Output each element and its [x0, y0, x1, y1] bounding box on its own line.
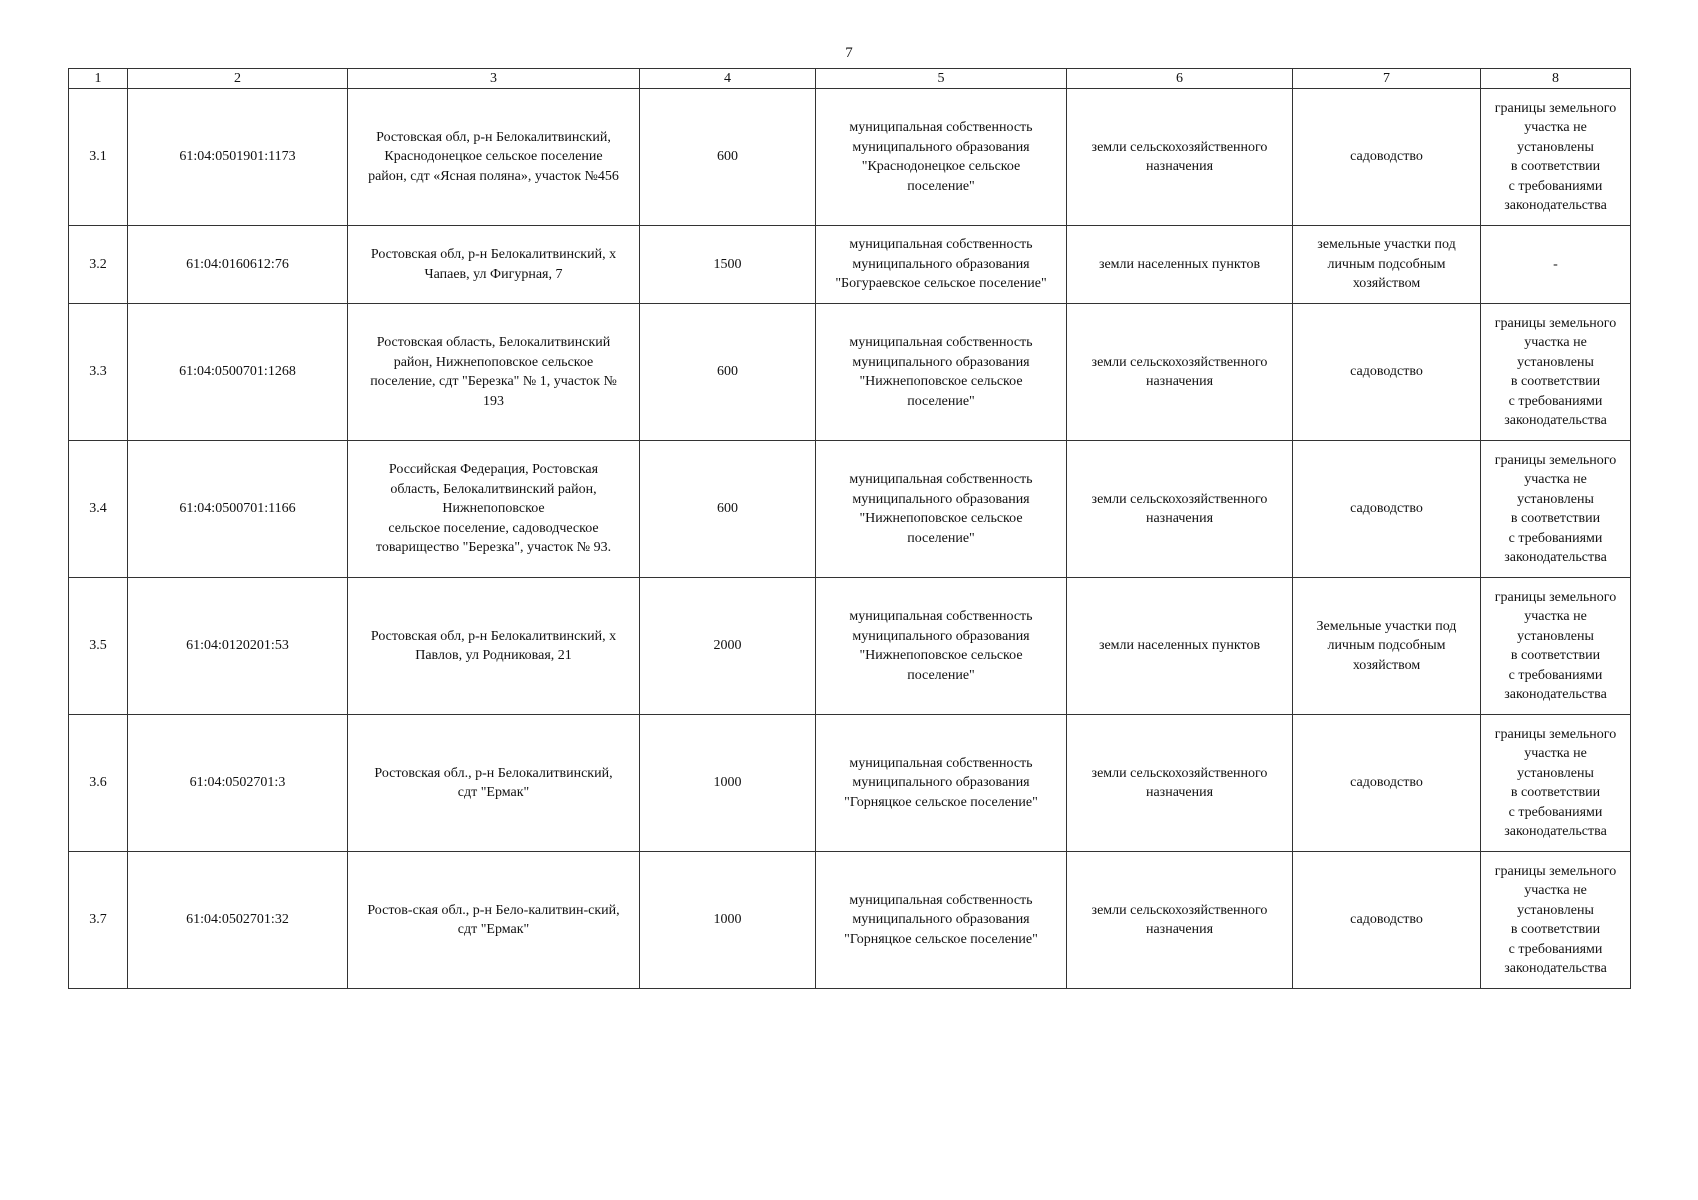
- column-number: 3: [348, 69, 640, 89]
- land-category: земли населенных пунктов: [1067, 226, 1293, 304]
- table-row: [69, 441, 1631, 578]
- table-row: [69, 304, 1631, 441]
- table-row: [69, 715, 1631, 852]
- row-number: 3.2: [69, 226, 128, 304]
- row-number: 3.1: [69, 89, 128, 226]
- land-category: земли сельскохозяйственного назначения: [1067, 715, 1293, 852]
- plot-address: Ростовская обл, р-н Белокалитвинский, Краснодонецкое сельское поселение район, сдт «Ясная поляна», участок №456: [348, 89, 640, 226]
- boundary-status: границы земельного участка не установлены в соответствии с требованиями законодательства: [1481, 304, 1631, 441]
- land-category: земли сельскохозяйственного назначения: [1067, 441, 1293, 578]
- column-number: 7: [1293, 69, 1481, 89]
- row-number: 3.5: [69, 578, 128, 715]
- page-number: 7: [845, 45, 853, 61]
- plot-area: 600: [640, 89, 816, 226]
- ownership-type: муниципальная собственность муниципального образования "Нижнепоповское сельское поселение": [816, 441, 1067, 578]
- land-category: земли сельскохозяйственного назначения: [1067, 89, 1293, 226]
- boundary-status: -: [1481, 226, 1631, 304]
- row-number: 3.3: [69, 304, 128, 441]
- plot-area: 1000: [640, 715, 816, 852]
- plot-area: 2000: [640, 578, 816, 715]
- boundary-status: границы земельного участка не установлены в соответствии с требованиями законодательства: [1481, 578, 1631, 715]
- boundary-status: границы земельного участка не установлены в соответствии с требованиями законодательства: [1481, 852, 1631, 989]
- plot-area: 1500: [640, 226, 816, 304]
- column-number: 4: [640, 69, 816, 89]
- table-row: [69, 226, 1631, 304]
- plot-address: Российская Федерация, Ростовская область, Белокалитвинский район, Нижнепоповское сельское поселение, садоводческое товарищество "Березка", участок № 93.: [348, 441, 640, 578]
- cadastral-number: 61:04:0502701:32: [128, 852, 348, 989]
- cadastral-number: 61:04:0500701:1166: [128, 441, 348, 578]
- row-number: 3.7: [69, 852, 128, 989]
- ownership-type: муниципальная собственность муниципального образования "Богураевское сельское поселение": [816, 226, 1067, 304]
- land-category: земли населенных пунктов: [1067, 578, 1293, 715]
- row-number: 3.6: [69, 715, 128, 852]
- ownership-type: муниципальная собственность муниципального образования "Нижнепоповское сельское поселение": [816, 578, 1067, 715]
- cadastral-number: 61:04:0501901:1173: [128, 89, 348, 226]
- permitted-use: садоводство: [1293, 304, 1481, 441]
- boundary-status: границы земельного участка не установлены в соответствии с требованиями законодательства: [1481, 441, 1631, 578]
- plot-area: 1000: [640, 852, 816, 989]
- plot-area: 600: [640, 441, 816, 578]
- cadastral-number: 61:04:0120201:53: [128, 578, 348, 715]
- column-number: 6: [1067, 69, 1293, 89]
- ownership-type: муниципальная собственность муниципального образования "Горняцкое сельское поселение": [816, 715, 1067, 852]
- plot-area: 600: [640, 304, 816, 441]
- land-category: земли сельскохозяйственного назначения: [1067, 304, 1293, 441]
- cadastral-number: 61:04:0160612:76: [128, 226, 348, 304]
- plot-address: Ростовская обл, р-н Белокалитвинский, х Чапаев, ул Фигурная, 7: [348, 226, 640, 304]
- column-number-row: [69, 69, 1631, 89]
- table-row: [69, 578, 1631, 715]
- ownership-type: муниципальная собственность муниципального образования "Нижнепоповское сельское поселение": [816, 304, 1067, 441]
- column-number: 1: [69, 69, 128, 89]
- permitted-use: Земельные участки под личным подсобным хозяйством: [1293, 578, 1481, 715]
- permitted-use: земельные участки под личным подсобным хозяйством: [1293, 226, 1481, 304]
- boundary-status: границы земельного участка не установлены в соответствии с требованиями законодательства: [1481, 89, 1631, 226]
- column-number: 5: [816, 69, 1067, 89]
- cadastral-number: 61:04:0502701:3: [128, 715, 348, 852]
- column-number: 2: [128, 69, 348, 89]
- permitted-use: садоводство: [1293, 852, 1481, 989]
- permitted-use: садоводство: [1293, 89, 1481, 226]
- cadastral-number: 61:04:0500701:1268: [128, 304, 348, 441]
- land-category: земли сельскохозяйственного назначения: [1067, 852, 1293, 989]
- plot-address: Ростовская область, Белокалитвинский район, Нижнепоповское сельское поселение, сдт "Березка" № 1, участок № 193: [348, 304, 640, 441]
- table-row: [69, 852, 1631, 989]
- permitted-use: садоводство: [1293, 441, 1481, 578]
- boundary-status: границы земельного участка не установлены в соответствии с требованиями законодательства: [1481, 715, 1631, 852]
- plot-address: Ростовская обл, р-н Белокалитвинский, х Павлов, ул Родниковая, 21: [348, 578, 640, 715]
- land-plots-table: [68, 68, 1631, 989]
- plot-address: Ростовская обл., р-н Белокалитвинский, сдт "Ермак": [348, 715, 640, 852]
- permitted-use: садоводство: [1293, 715, 1481, 852]
- ownership-type: муниципальная собственность муниципального образования "Горняцкое сельское поселение": [816, 852, 1067, 989]
- column-number: 8: [1481, 69, 1631, 89]
- ownership-type: муниципальная собственность муниципального образования "Краснодонецкое сельское поселение": [816, 89, 1067, 226]
- table-row: [69, 89, 1631, 226]
- row-number: 3.4: [69, 441, 128, 578]
- plot-address: Ростов-ская обл., р-н Бело-калитвин-ский, сдт "Ермак": [348, 852, 640, 989]
